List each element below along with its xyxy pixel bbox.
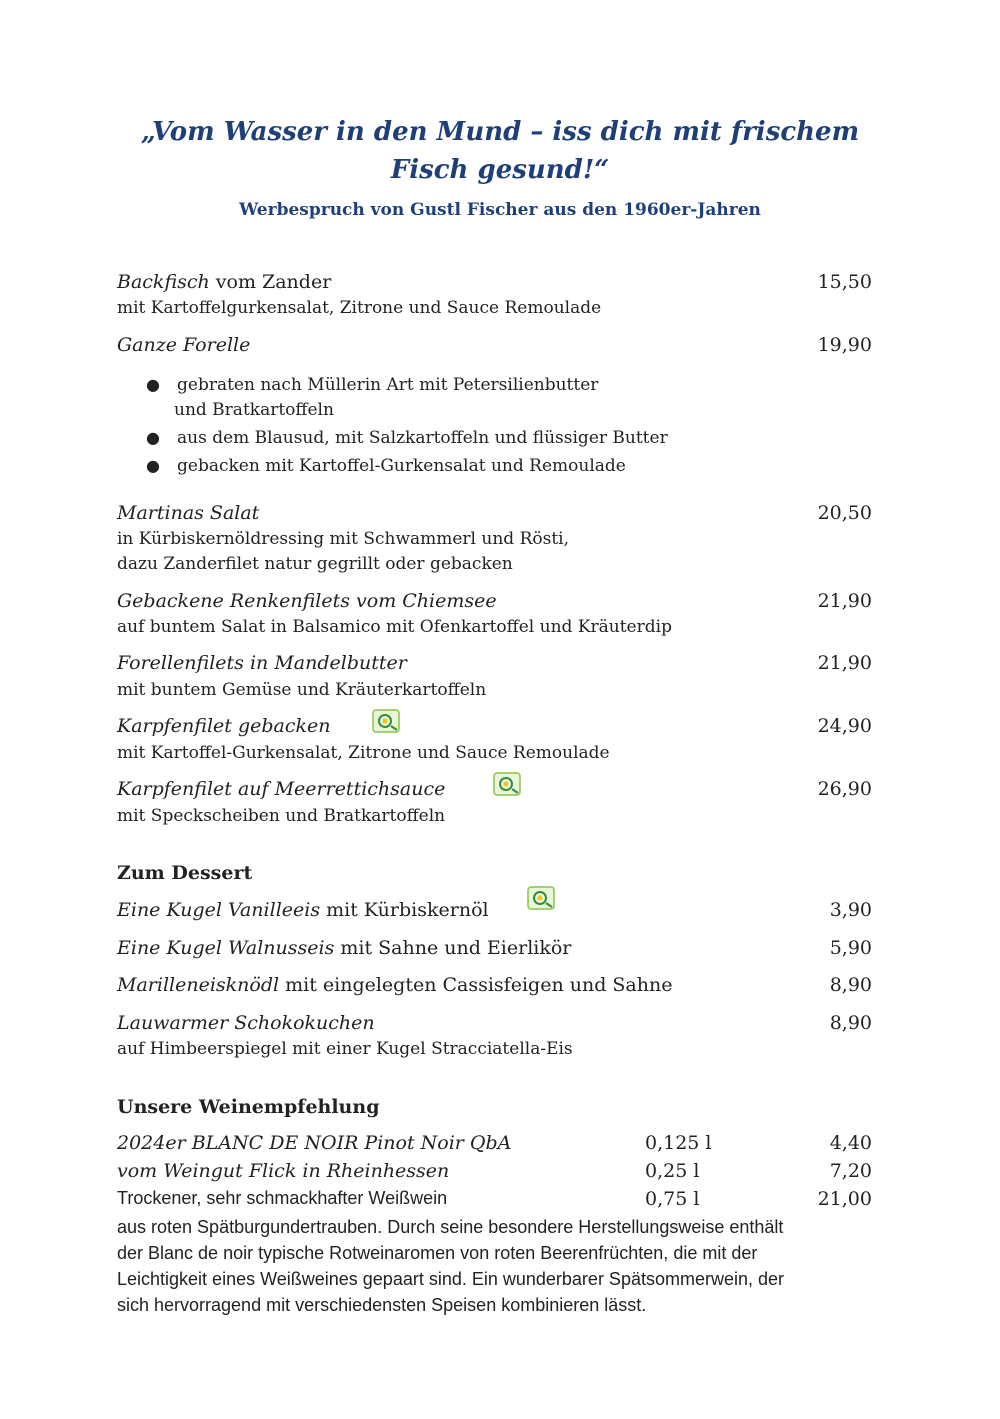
wine-price: 4,40 [829,1132,872,1154]
dish-name-italic: Backfisch [117,271,210,293]
header-subtitle: Werbespruch von Gustl Fischer aus den 1960er-Jahren [239,200,761,220]
dish-description: auf buntem Salat in Balsamico mit Ofenkartoffel und Kräuterdip [117,617,672,637]
wine-volume: 0,25 l [645,1160,700,1182]
dish-price: 20,50 [817,502,872,524]
dish-price: 15,50 [817,271,872,293]
regional-fish-icon [372,709,400,733]
dessert-name: Lauwarmer Schokokuchen [117,1012,375,1034]
wine-name: 2024er BLANC DE NOIR Pinot Noir QbA [117,1132,512,1154]
dessert-name-italic: Marilleneisknödl [117,974,280,996]
dessert-name-rest: mit Kürbiskernöl [320,899,489,921]
wine-description-line: Leichtigkeit eines Weißweines gepaart sind. Ein wunderbarer Spätsommerwein, der [117,1269,785,1289]
bullet-icon: ● [146,456,160,475]
bullet-icon: ● [146,375,160,394]
wine-long-description [117,1214,784,1318]
dish-price: 19,90 [817,334,872,356]
wine-description-line: der Blanc de noir typische Rotweinaromen von roten Beerenfrüchten, die mit der [117,1243,758,1263]
wine-volume: 0,75 l [645,1188,700,1210]
dessert-name [117,937,571,959]
dessert-name [117,899,489,921]
regional-fish-icon [527,886,555,910]
wine-short-description: Trockener, sehr schmackhafter Weißwein [117,1188,448,1208]
wine-volume: 0,125 l [645,1132,712,1154]
dish-name: Martinas Salat [117,502,260,524]
section-title-dessert: Zum Dessert [117,862,253,884]
dessert-name [117,974,672,996]
option-text: und Bratkartoffeln [174,400,334,420]
dessert-name-rest: mit eingelegten Cassisfeigen und Sahne [279,974,673,996]
option-text: gebacken mit Kartoffel-Gurkensalat und Remoulade [177,456,626,476]
dessert-name-italic: Eine Kugel Vanilleeis [117,899,321,921]
dish-name: Forellenfilets in Mandelbutter [117,652,407,674]
dessert-price: 3,90 [829,899,872,921]
dish-name: Karpfenfilet gebacken [117,715,331,737]
dish-price: 26,90 [817,778,872,800]
dish-price: 21,90 [817,652,872,674]
dish-description: mit Kartoffel-Gurkensalat, Zitrone und Sauce Remoulade [117,743,610,763]
dessert-name-rest: mit Sahne und Eierlikör [334,937,572,959]
section-title-wine: Unsere Weinempfehlung [117,1096,380,1118]
dish-name: Gebackene Renkenfilets vom Chiemsee [117,590,497,612]
wine-description-line: sich hervorragend mit verschiedensten Speisen kombinieren lässt. [117,1295,647,1315]
dessert-description: auf Himbeerspiegel mit einer Kugel Stracciatella-Eis [117,1039,573,1059]
dish-name: Ganze Forelle [117,334,251,356]
bullet-icon: ● [146,428,160,447]
dessert-price: 5,90 [829,937,872,959]
dish-description: mit Kartoffelgurkensalat, Zitrone und Sauce Remoulade [117,298,602,318]
wine-description-line: aus roten Spätburgundertrauben. Durch seine besondere Herstellungsweise enthält [117,1217,784,1237]
dish-description: mit buntem Gemüse und Kräuterkartoffeln [117,680,487,700]
dish-description: dazu Zanderfilet natur gegrillt oder gebacken [117,554,513,574]
dish-price: 24,90 [817,715,872,737]
wine-producer: vom Weingut Flick in Rheinhessen [117,1160,450,1182]
header-quote-line2: Fisch gesund!“ [390,155,610,185]
dish-description: in Kürbiskernöldressing mit Schwammerl und Rösti, [117,529,570,549]
dessert-price: 8,90 [829,1012,872,1034]
regional-fish-icon [493,772,521,796]
dish-price: 21,90 [817,590,872,612]
dessert-name-italic: Eine Kugel Walnusseis [117,937,335,959]
header-quote-line1: „Vom Wasser in den Mund – iss dich mit frischem [140,117,860,147]
wine-price: 21,00 [817,1188,872,1210]
dish-name-rest: vom Zander [209,271,332,293]
option-text: gebraten nach Müllerin Art mit Petersilienbutter [177,375,599,395]
option-text: aus dem Blausud, mit Salzkartoffeln und flüssiger Butter [177,428,668,448]
dessert-price: 8,90 [829,974,872,996]
wine-price: 7,20 [829,1160,872,1182]
dish-name [117,271,331,293]
dish-name: Karpfenfilet auf Meerrettichsauce [117,778,446,800]
dish-description: mit Speckscheiben und Bratkartoffeln [117,806,446,826]
header-quote [0,113,1000,189]
